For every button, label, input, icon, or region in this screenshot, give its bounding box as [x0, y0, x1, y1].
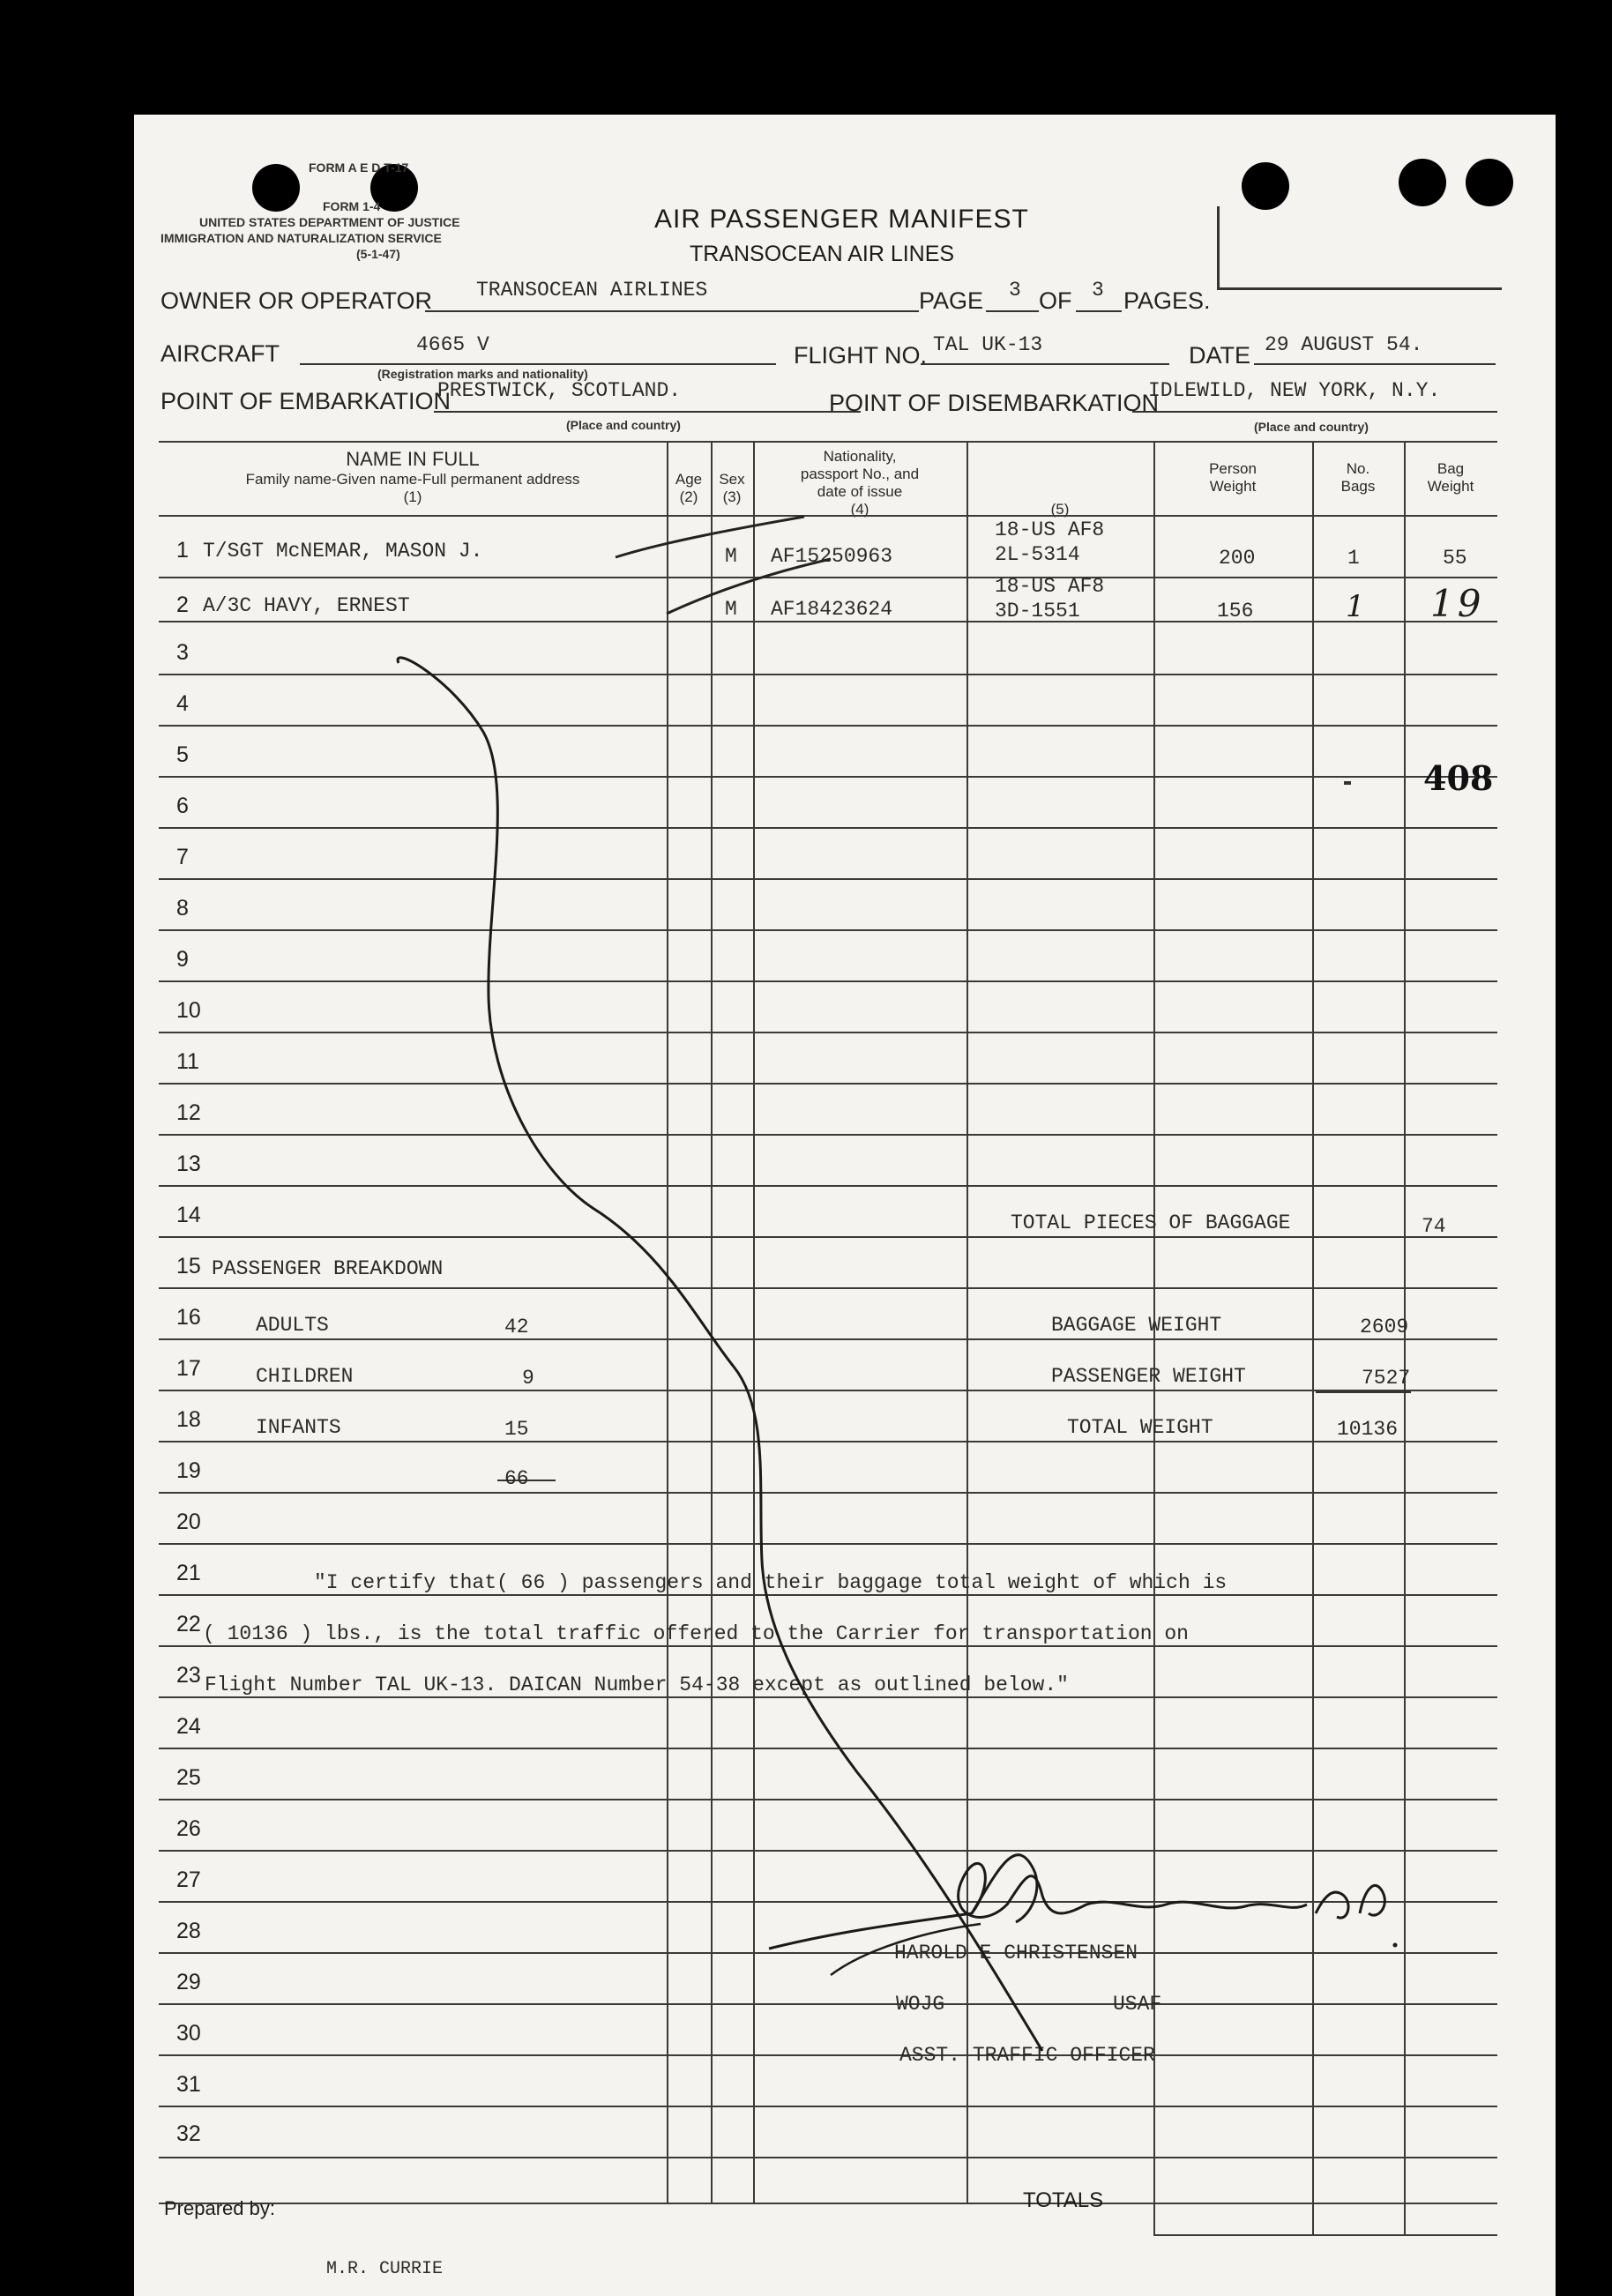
nat-col-line-1: Nationality,	[823, 448, 897, 465]
sex-col-number: (3)	[722, 488, 742, 505]
name-col-number: (1)	[403, 488, 422, 505]
signatory-title: ASST. TRAFFIC OFFICER	[899, 2044, 1155, 2067]
prepared-by-value: M.R. CURRIE	[326, 2259, 444, 2279]
agency-line-2: IMMIGRATION AND NATURALIZATION SERVICE	[160, 231, 442, 245]
disembark-note: (Place and country)	[1254, 420, 1369, 434]
age-col-title: Age	[675, 471, 703, 488]
name-col-title: NAME IN FULL	[346, 448, 480, 470]
page-label: PAGE	[919, 287, 984, 314]
adults-value: 42	[504, 1316, 529, 1338]
name-col-subtitle: Family name-Given name-Full permanent address	[245, 471, 580, 488]
baggage-weight-value: 2609	[1360, 1316, 1409, 1338]
passenger-bag-weight: 55	[1443, 547, 1467, 570]
form-code: FORM A E D T-17	[309, 160, 409, 175]
page-stamp-number: 408	[1423, 758, 1494, 798]
row-number: 20	[176, 1510, 201, 1534]
baggage-weight-label: BAGGAGE WEIGHT	[1051, 1314, 1222, 1337]
signatory-name: HAROLD E CHRISTENSEN	[894, 1942, 1138, 1964]
row-number: 18	[176, 1407, 201, 1432]
passenger-passport: AF15250963	[771, 545, 893, 568]
form-revision: (5-1-47)	[356, 247, 400, 261]
infants-label: INFANTS	[256, 1416, 341, 1439]
row-number: 32	[176, 2121, 201, 2146]
nat-col-number: (4)	[850, 501, 869, 518]
infants-value: 15	[504, 1418, 529, 1441]
date-value: 29 AUGUST 54.	[1265, 333, 1423, 356]
passenger-col5-line-2: 2L-5314	[995, 543, 1080, 566]
passenger-sex: M	[725, 545, 737, 568]
embark-note: (Place and country)	[566, 418, 681, 432]
passenger-col5-line-1: 18-US AF8	[995, 518, 1105, 541]
row-number: 28	[176, 1919, 201, 1943]
row-number: 17	[176, 1356, 201, 1381]
passenger-passport: AF18423624	[771, 598, 893, 621]
passenger-col5-line-2: 3D-1551	[995, 600, 1080, 622]
prepared-by-label: Prepared by:	[164, 2197, 275, 2219]
adults-label: ADULTS	[256, 1314, 329, 1337]
bag-weight-col-line-1: Bag	[1437, 460, 1465, 477]
passenger-name: A/3C HAVY, ERNEST	[203, 594, 410, 617]
row-number: 14	[176, 1203, 201, 1227]
row-number: 7	[176, 845, 189, 869]
row-number: 24	[176, 1714, 201, 1739]
aircraft-label: AIRCRAFT	[160, 340, 280, 367]
certification-line-2: ( 10136 ) lbs., is the total traffic offered to the Carrier for transportation on	[203, 1622, 1189, 1645]
row-number: 25	[176, 1765, 201, 1790]
handwritten-marks	[134, 115, 1556, 2296]
sex-col-title: Sex	[719, 471, 745, 488]
person-weight-col-line-1: Person	[1209, 460, 1257, 477]
row-number: 19	[176, 1458, 201, 1483]
owner-value: TRANSOCEAN AIRLINES	[476, 279, 708, 302]
row-number: 11	[176, 1049, 199, 1074]
embark-value: PRESTWICK, SCOTLAND.	[437, 379, 682, 402]
row-number: 23	[176, 1663, 201, 1688]
passenger-bags: 1	[1347, 547, 1360, 570]
passenger-person-weight: 200	[1219, 547, 1256, 570]
total-pieces-label: TOTAL PIECES OF BAGGAGE	[1011, 1211, 1291, 1234]
pages-value: 3	[1092, 279, 1104, 302]
total-pieces-value: 74	[1422, 1215, 1446, 1238]
row-number: 9	[176, 947, 189, 972]
disembark-value: IDLEWILD, NEW YORK, N.Y.	[1148, 379, 1441, 402]
passenger-name: T/SGT McNEMAR, MASON J.	[203, 540, 483, 563]
row-number: 10	[176, 998, 201, 1023]
passenger-col5-line-1: 18-US AF8	[995, 575, 1105, 598]
certification-line-1: "I certify that( 66 ) passengers and their baggage total weight of which is	[314, 1571, 1228, 1594]
flight-label: FLIGHT NO.	[794, 342, 928, 369]
bag-weight-col-line-2: Weight	[1427, 478, 1474, 495]
passenger-weight-value: 7527	[1362, 1367, 1411, 1390]
children-label: CHILDREN	[256, 1365, 354, 1388]
embark-label: POINT OF EMBARKATION	[160, 388, 452, 414]
manifest-page	[134, 115, 1556, 2296]
row-number: 3	[176, 640, 189, 665]
row-number: 30	[176, 2021, 201, 2046]
row-number: 29	[176, 1970, 201, 1994]
row-number: 16	[176, 1305, 201, 1330]
bags-col-line-2: Bags	[1340, 478, 1376, 495]
pages-label: PAGES.	[1123, 287, 1211, 314]
passenger-breakdown-label: PASSENGER BREAKDOWN	[212, 1257, 444, 1280]
form-title: AIR PASSENGER MANIFEST	[654, 205, 1029, 234]
row-number: 13	[176, 1152, 201, 1176]
nat-col-line-2: passport No., and	[800, 466, 920, 482]
nat-col-line-3: date of issue	[817, 483, 903, 500]
row-number: 8	[176, 896, 189, 921]
row-number: 22	[176, 1612, 201, 1636]
passenger-bags: 1	[1346, 589, 1365, 624]
row-number: 5	[176, 742, 189, 767]
row-number: 15	[176, 1254, 201, 1278]
aircraft-value: 4665 V	[416, 333, 489, 356]
passenger-sex: M	[725, 598, 737, 621]
owner-label: OWNER OR OPERATOR	[160, 287, 433, 314]
col5-number: (5)	[1050, 501, 1070, 518]
of-label: OF	[1039, 287, 1072, 314]
passenger-weight-label: PASSENGER WEIGHT	[1051, 1365, 1246, 1388]
row-number: 12	[176, 1100, 201, 1125]
page-value: 3	[1009, 279, 1021, 302]
certification-line-3: Flight Number TAL UK-13. DAICAN Number 54-38 except as outlined below."	[205, 1674, 1069, 1696]
row-number: 21	[176, 1561, 201, 1585]
row-number: 2	[176, 593, 189, 617]
form-subtitle: TRANSOCEAN AIR LINES	[690, 242, 955, 266]
bags-col-line-1: No.	[1346, 460, 1370, 477]
row-number: 6	[176, 794, 189, 818]
row-number: 27	[176, 1867, 201, 1892]
signatory-branch: USAF	[1113, 1993, 1162, 2016]
date-label: DATE	[1189, 342, 1251, 369]
flight-value: TAL UK-13	[933, 333, 1043, 356]
passenger-bag-weight: 19	[1430, 582, 1485, 625]
passenger-person-weight: 156	[1217, 600, 1254, 622]
age-col-number: (2)	[679, 488, 698, 505]
agency-line-1: UNITED STATES DEPARTMENT OF JUSTICE	[199, 215, 460, 229]
row-number: 4	[176, 691, 189, 716]
total-passengers-value: 66	[504, 1467, 529, 1490]
disembark-label: POINT OF DISEMBARKATION	[829, 390, 1160, 416]
totals-label: TOTALS	[1023, 2188, 1104, 2212]
row-number: 1	[176, 538, 189, 563]
children-value: 9	[522, 1367, 534, 1390]
row-number: 31	[176, 2072, 201, 2097]
total-weight-value: 10136	[1337, 1418, 1399, 1441]
signatory-rank: WOJG	[896, 1993, 945, 2016]
form-number: FORM 1-4	[323, 199, 381, 213]
person-weight-col-line-2: Weight	[1209, 478, 1257, 495]
row-number: 26	[176, 1816, 201, 1841]
total-weight-label: TOTAL WEIGHT	[1067, 1416, 1213, 1439]
aircraft-note: (Registration marks and nationality)	[377, 367, 588, 381]
